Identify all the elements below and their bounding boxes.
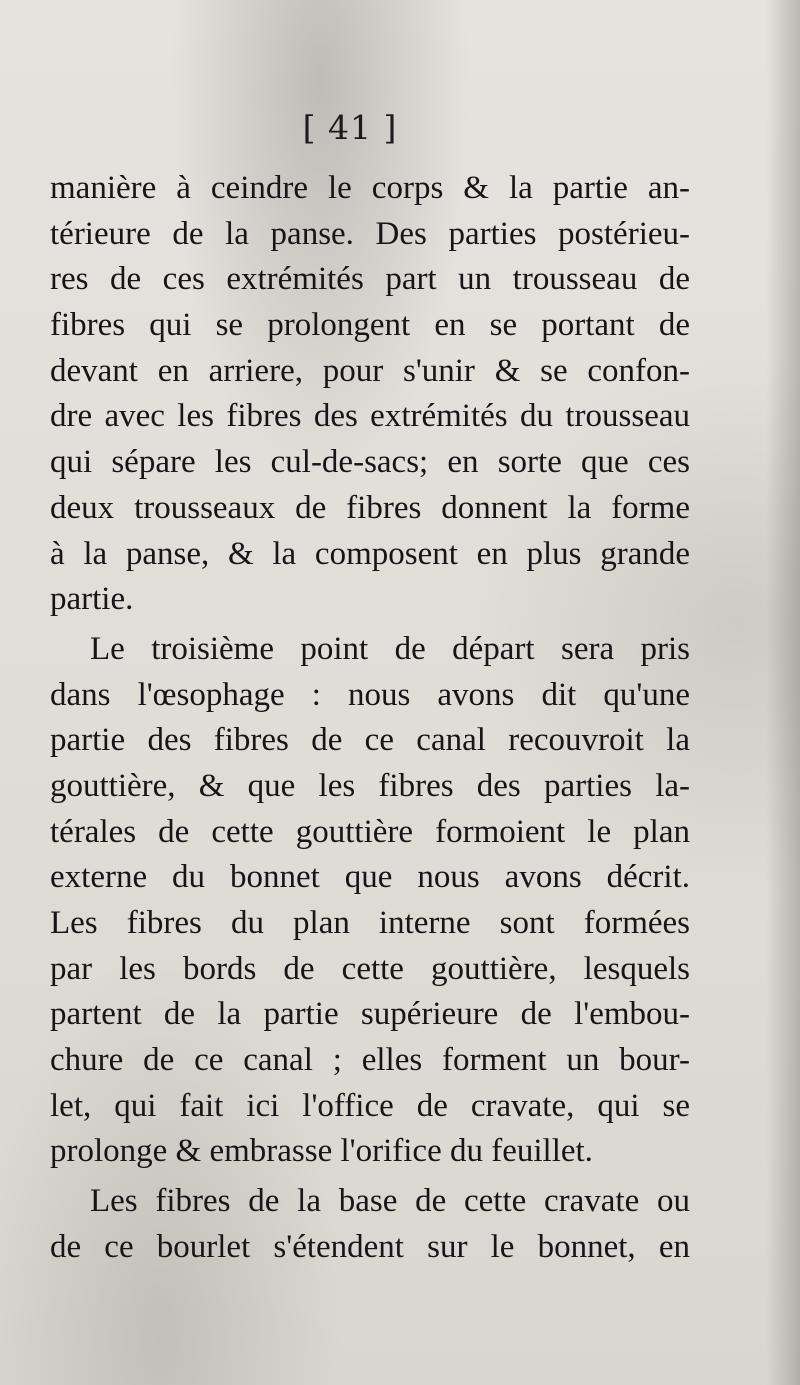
text-line: manière à ceindre le corps & la partie an- <box>50 170 690 206</box>
text-line: par les bords de cette gouttière, lesquels <box>50 950 690 987</box>
text-line: devant en arriere, pour s'unir & se confon- <box>50 352 690 389</box>
page-number: [ 41 ] <box>302 108 398 147</box>
text-line: à la panse, & la composent en plus grande <box>50 535 690 572</box>
text-line: Les fibres du plan interne sont formées <box>50 905 690 941</box>
text-line: de ce bourlet s'étendent sur le bonnet, en <box>50 1228 690 1265</box>
text-line: térieure de la panse. Des parties postérieu- <box>50 215 690 252</box>
text-line: dans l'œsophage : nous avons dit qu'une <box>50 676 690 713</box>
text-line: res de ces extrémités part un trousseau de <box>50 261 690 298</box>
text-line: chure de ce canal ; elles forment un bour- <box>50 1042 690 1079</box>
page-edge-shadow <box>766 0 800 1385</box>
text-line: prolonge & embrasse l'orifice du feuillet. <box>50 1133 593 1170</box>
text-line: partie. <box>50 581 134 618</box>
text-line: externe du bonnet que nous avons décrit. <box>50 859 690 896</box>
body-text <box>50 166 690 1271</box>
text-line: partent de la partie supérieure de l'embou- <box>50 996 690 1033</box>
text-line: dre avec les fibres des extrémités du trousseau <box>50 398 690 435</box>
text-line: Les fibres de la base de cette cravate ou <box>90 1183 690 1220</box>
text-line: térales de cette gouttière formoient le plan <box>50 813 690 850</box>
text-line: let, qui fait ici l'office de cravate, qui se <box>50 1087 690 1124</box>
text-line: qui sépare les cul-de-sacs; en sorte que ces <box>50 444 690 481</box>
text-line: fibres qui se prolongent en se portant de <box>50 307 690 344</box>
text-line: deux trousseaux de fibres donnent la forme <box>50 489 690 526</box>
text-line: partie des fibres de ce canal recouvroit la <box>50 722 690 759</box>
text-line: gouttière, & que les fibres des parties la- <box>50 767 690 804</box>
text-line: Le troisième point de départ sera pris <box>90 630 690 667</box>
